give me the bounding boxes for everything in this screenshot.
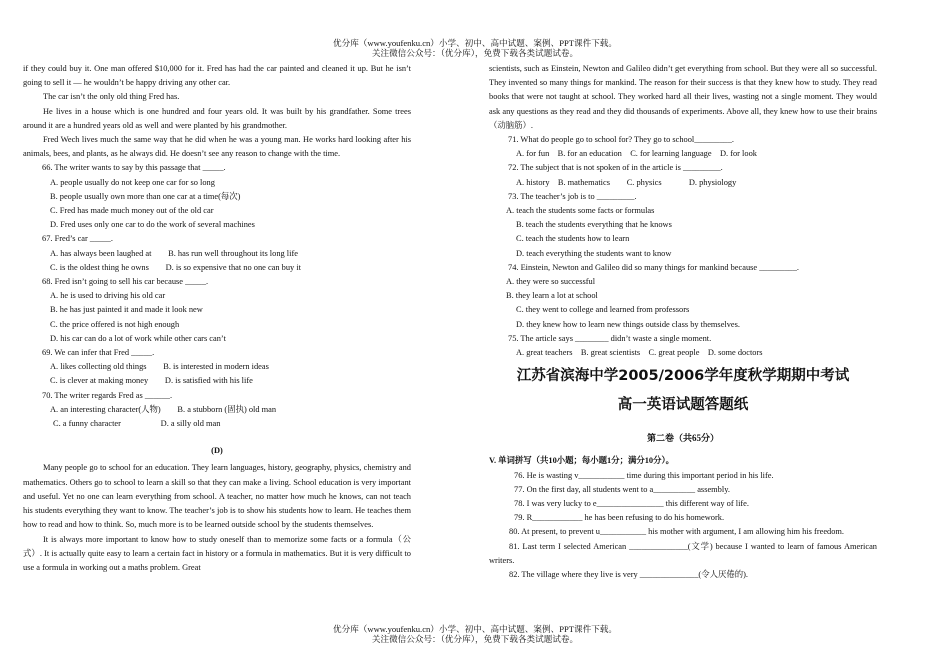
question-79: 79. R____________ he has been refusing to do his homework.: [514, 513, 725, 523]
passage-d-paragraph: Many people go to school for an education. They learn languages, history, geography, physics, chemistry and mathematics. Others go to school to learn a skill so that they can make a living. School education is very important and useful. Yet no one can learn everything from school. A teacher, no matter how much he knows, can not teach his students everything they want to know. The teacher’s job is to show his students how to learn. He teaches them how to read and how to think. So, much more is to be learned outside school by the students themselves.: [23, 463, 411, 530]
option: A. people usually do not keep one car for so long: [50, 177, 215, 187]
question-68: 68. Fred isn’t going to sell his car because _____.: [42, 277, 209, 287]
header-line-1: 优分库（www.youfenku.cn）小学、初中、高中试题、案例、PPT课件下载。: [333, 38, 617, 48]
question-77: 77. On the first day, all students went to a__________ assembly.: [514, 484, 730, 494]
question-78: 78. I was very lucky to e________________ this different way of life.: [514, 499, 749, 509]
section-v-heading: V. 单词拼写（共10小题；每小题1分；满分10分）。: [489, 456, 675, 466]
left-column: [23, 62, 411, 575]
question-80: 80. At present, to prevent u___________ his mother with argument, I am allowing him his freedom.: [509, 527, 845, 537]
option: A. they were so successful: [506, 277, 596, 287]
right-column: [489, 62, 877, 582]
option: A. for fun B. for an education C. for learning language D. for look: [516, 149, 757, 159]
option: C. teach the students how to learn: [516, 234, 630, 244]
option: C. Fred has made much money out of the old car: [50, 206, 214, 216]
option: A. has always been laughed at B. has run well throughout its long life: [50, 248, 298, 258]
question-67: 67. Fred’s car _____.: [42, 234, 113, 244]
header-line-2: 关注微信公众号：（优分库），免费下载各类试题试卷。: [371, 48, 579, 58]
option: C. is clever at making money D. is satisfied with his life: [50, 376, 253, 386]
option: D. they knew how to learn new things outside class by themselves.: [516, 319, 740, 329]
option: B. they learn a lot at school: [506, 291, 598, 301]
option: A. he is used to driving his old car: [50, 291, 166, 301]
option: D. teach everything the students want to know: [516, 248, 672, 258]
footer-line-1: 优分库（www.youfenku.cn）小学、初中、高中试题、案例、PPT课件下载。: [333, 624, 617, 634]
page-header: [0, 38, 950, 58]
question-74: 74. Einstein, Newton and Galileo did so many things for mankind because _________.: [508, 262, 799, 272]
option: A. teach the students some facts or formulas: [506, 206, 655, 216]
question-82: 82. The village where they live is very ______________(令人厌倦的).: [509, 570, 748, 580]
option: A. an interesting character(人物) B. a stubborn (固执) old man: [50, 404, 277, 414]
exam-title: 江苏省滨海中学2005/2006学年度秋学期期中考试: [516, 368, 850, 385]
passage-d-paragraph: scientists, such as Einstein, Newton and Galileo didn’t get everything from school. But they were all so successful. They invented so many things for mankind. The reason for their success is that they knew how to study. They read books that were not taught at school. They worked hard all their lives, wasting not a single moment. They would ask any questions as they read and they did thousands of experiments. Above all, they knew how to use their brains（动脑筋）.: [489, 64, 877, 130]
option: B. teach the students everything that he knows: [516, 220, 672, 230]
option: B. he has just painted it and made it look new: [50, 305, 203, 315]
page-footer: [0, 624, 950, 644]
option: B. people usually own more than one car at a time(每次): [50, 191, 241, 201]
question-75: 75. The article says ________ didn’t waste a single moment.: [508, 333, 712, 343]
option: D. his car can do a lot of work while other cars can’t: [50, 333, 226, 343]
question-69: 69. We can infer that Fred _____.: [42, 348, 155, 358]
option: A. history B. mathematics C. physics D. physiology: [516, 177, 737, 187]
question-73: 73. The teacher’s job is to _________.: [508, 191, 637, 201]
question-70: 70. The writer regards Fred as ______.: [42, 390, 173, 400]
option: A. great teachers B. great scientists C. great people D. some doctors: [516, 348, 763, 358]
passage-d-paragraph: It is always more important to know how to study oneself than to memorize some facts or a formula（公式）. It is actually quite easy to learn a certain fact in history or a formula in mathematics. But it is very difficult to use a formula in working out a maths problem. Great: [23, 534, 411, 572]
option: C. they went to college and learned from professors: [516, 305, 690, 315]
answer-sheet-title: 高一英语试题答题纸: [617, 397, 749, 414]
passage-c-paragraph: Fred Wech lives much the same way that he did when he was a young man. He works hard looking after his animals, bees, and plants, as he always did. He doesn’t see any reason to change with the time.: [23, 135, 411, 159]
option: A. likes collecting old things B. is interested in modern ideas: [50, 362, 269, 372]
question-76: 76. He is wasting v___________ time during this important period in his life.: [514, 470, 774, 480]
option: C. is the oldest thing he owns D. is so expensive that no one can buy it: [50, 262, 301, 272]
option: C. a funny character D. a silly old man: [53, 419, 221, 429]
question-66: 66. The writer wants to say by this passage that _____.: [42, 163, 226, 173]
section-d-heading: (D): [211, 446, 223, 456]
question-81: 81. Last term I selected American ______________(文学) because I wanted to learn of famous American writers.: [489, 541, 877, 565]
part-two-heading: 第二卷（共65分）: [646, 433, 719, 444]
footer-line-2: 关注微信公众号：（优分库），免费下载各类试题试卷。: [371, 634, 579, 644]
passage-c-paragraph: if they could buy it. One man offered $10,000 for it. Fred has had the car painted and cleaned it up. But he isn’t going to sell it — he wouldn’t be happy driving any other car.: [23, 64, 411, 88]
option: C. the price offered is not high enough: [50, 319, 180, 329]
passage-c-paragraph: He lives in a house which is one hundred and four years old. It was built by his grandfather. Some trees around it are a hundred years old as well and were planted by his grandmother.: [23, 106, 411, 130]
option: D. Fred uses only one car to do the work of several machines: [50, 220, 255, 230]
question-72: 72. The subject that is not spoken of in the article is _________.: [508, 163, 723, 173]
question-71: 71. What do people go to school for? They go to school_________.: [508, 135, 735, 145]
passage-c-paragraph: The car isn’t the only old thing Fred has.: [43, 92, 180, 102]
